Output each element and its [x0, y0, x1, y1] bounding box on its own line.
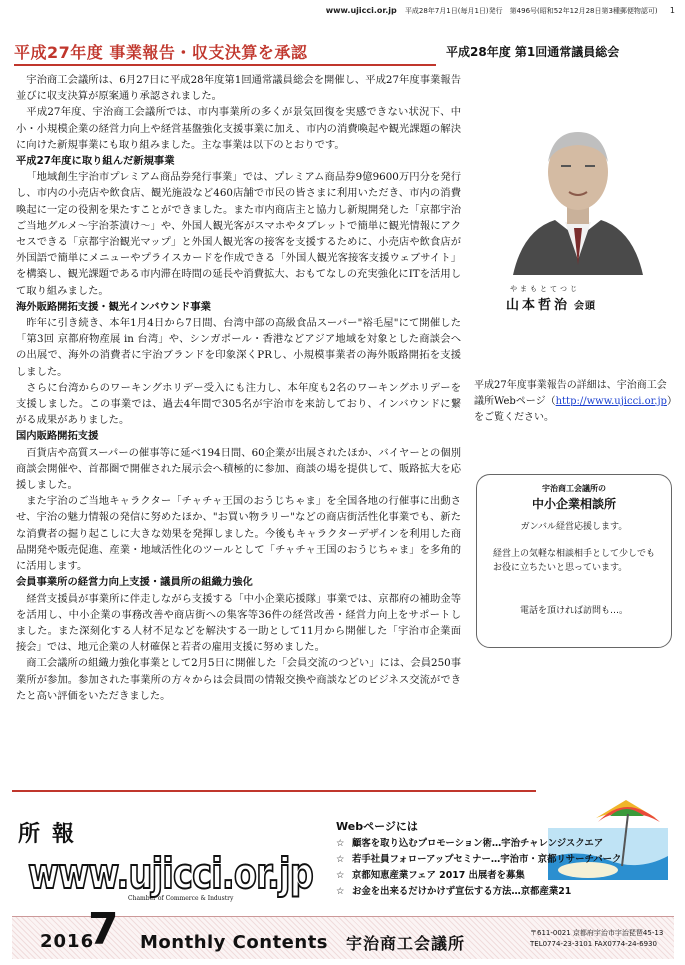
- consultation-body: 経営上の気軽な相談相手として少しでもお役に立ちたいと思っています。: [493, 549, 656, 573]
- consultation-closing: 電話を頂ければ訪問も…。: [519, 606, 628, 616]
- footer-phone: TEL0774-23-3101 FAX0774-24-6930: [530, 940, 657, 948]
- bulletin-logo-text: www.ujicci.or.jp: [28, 849, 313, 898]
- section-heading: 会員事業所の経営力向上支援・議員所の組織力強化: [16, 576, 253, 589]
- president-name-reading: やまもとてつじ: [510, 285, 580, 293]
- section-paragraph: 昨年に引き続き、本年1月4日から7日間、台湾中部の高級食品スーパー"裕毛屋"にて開催した「第3回 京都府物産展 in 台湾」や、シンガポール・香港などアジア地域を対象とした商談会への出展で、海外の消費者に宇治ブランドを印象深くPRし、小規模事業者の海外販路開拓を支援しました。: [16, 317, 461, 378]
- detail-note-before: 平成27年度事業報告の詳細は、宇治商工会議所Webページ（: [474, 380, 667, 407]
- section-heading: 平成27年度に取り組んだ新規事業: [16, 155, 175, 168]
- header-url[interactable]: www.ujicci.or.jp: [325, 6, 397, 15]
- star-icon: ☆: [336, 838, 345, 849]
- section-paragraph: 経営支援員が事業所に伴走しながら支援する「中小企業応援隊」事業では、京都府の補助金等を活用し、中小企業の事務改善や商店街への集客等36件の経営改善・経営力向上をサポートしました。また深刻化する人材不足などを解決する一助として11月から開催した「宇治市企業面接会」では、地元企業の人材確保と若者の雇用支援に努めました。: [16, 592, 461, 654]
- footer-address: 〒611-0021 京都府宇治市宇治琵琶45-13: [530, 929, 664, 937]
- page-header: [14, 6, 675, 20]
- detail-note: [474, 378, 674, 426]
- web-list-item-text: 顧客を取り込むプロモーション術…宇治チャレンジスクエア: [352, 838, 604, 849]
- footer-year: 2016: [40, 931, 95, 952]
- bulletin-label: 所報: [18, 822, 87, 847]
- web-section-title: Webページには: [336, 820, 418, 833]
- article-title: 平成27年度 事業報告・収支決算を承認: [14, 43, 308, 62]
- section-paragraph: 「地域創生宇治市プレミアム商品券発行事業」では、プレミアム商品券9億9600万円分を発行し、市内の小売店や飲食店、観光施設など460店舗で市民の皆さまに利用いただき、市内の消費喚起に一定の役割を果たすことができました。また市内商店主と協力し新規開発した「京都宇治ご当地グルメ〜宇治茶漬け〜」や、外国人観光客がスマホやタブレットで簡単に観光情報にアクセスできる「京都宇治観光マップ」と外国人観光客の接客を支援するために、小売店や飲食店が外国語で簡単にメニューやプライスカードを作成できる「外国人観光客接客支援ウェブサイト」を構築し、観光課題である市内滞在時間の延長や消費拡大、おもてなしの充実強化にITを活用して取り組みました。: [16, 171, 461, 297]
- web-list-item-text: 若手社員フォローアップセミナー…宇治市・京都リサーチパーク: [352, 854, 622, 865]
- president-name: [506, 294, 596, 313]
- web-list-item[interactable]: [336, 884, 674, 900]
- consultation-line1: 宇治商工会議所の: [542, 484, 606, 493]
- portrait-illustration: [503, 110, 653, 275]
- footer-org: 宇治商工会議所: [346, 934, 466, 953]
- section-paragraph: 商工会議所の組織力強化事業として2月5日に開催した「会員交流のつどい」には、会員250事業所が参加。参加された事業所の方々からは会員間の情報交換や商談などのビジネス交流ができたと高い評価をいただきました。: [16, 657, 461, 702]
- web-list-item[interactable]: [336, 852, 674, 868]
- president-photo: [480, 110, 676, 275]
- intro-paragraph: 平成27年度、宇治商工会議所では、市内事業所の多くが景気回復を実感できない状況下、中小・小規模企業の経営力向上や経営基盤強化支援事業に加え、市内の消費喚起や観光課題の解決に向けた新規事業にも取り組みました。主な事業は以下のとおりです。: [16, 106, 461, 151]
- web-list-item-text: 京都知恵産業フェア 2017 出展者を募集: [352, 870, 525, 881]
- web-list-item-text: お金を出来るだけかけず宣伝する方法…京都産業21: [352, 886, 572, 897]
- section-paragraph: 百貨店や高質スーパーの催事等に延べ194日間、60企業が出展されたほか、バイヤーとの個別商談会開催や、首都圏で開催された展示会へ積極的に参加、商談の場を提供して、販路拡大を応援しました。: [16, 446, 461, 492]
- header-info: 平成28年7月1日(毎月1日)発行 第496号(昭和52年12月28日第3種郵便物認可): [404, 7, 658, 15]
- president-name-text: 山本哲治: [506, 298, 571, 313]
- footer-contact: [530, 928, 674, 950]
- intro-paragraph: 宇治商工会議所は、6月27日に平成28年度第1回通常議員総会を開催し、平成27年度事業報告並びに収支決算が原案通り承認されました。: [16, 74, 461, 103]
- detail-note-after: ）をご覧ください。: [474, 396, 672, 423]
- president-role: 会頭: [574, 301, 597, 312]
- chamber-text: Chamber of Commerce & Industry: [128, 895, 234, 902]
- title-underline: [14, 64, 436, 66]
- section-heading: 海外販路開拓支援・観光インバウンド事業: [16, 300, 211, 313]
- website-link[interactable]: http://www.ujicci.or.jp: [555, 396, 667, 407]
- section-paragraph: さらに台湾からのワーキングホリデー受入にも注力し、本年度も2名のワーキングホリデーを支援しました。この事業では、過去4年間で305名が宇治市を来訪しており、インバウンドに繋がる成果がありました。: [16, 381, 461, 427]
- consultation-box: [476, 474, 672, 648]
- page-number: 1: [669, 6, 675, 15]
- section-paragraph: また宇治のご当地キャラクター「チャチャ王国のおうじちゃま」を全国各地の行催事に出動させ、宇治の魅力情報の発信に努めたほか、"お買い物ラリー"などの商店街活性化事業でも、新たな消費者の掘り起こしに大きな効果を発揮しました。今後もキャラクターデザインを利用した商品開発や販売促進、産業・地域活性化のツールとして「チャチャ王国のおうじちゃま」を多角的に活用します。: [16, 495, 461, 573]
- web-list-item[interactable]: [336, 868, 674, 884]
- star-icon: ☆: [336, 854, 345, 865]
- consultation-tagline: ガンバル経営応援します。: [520, 522, 628, 532]
- star-icon: ☆: [336, 870, 345, 881]
- web-section-list: [336, 836, 674, 900]
- article-subtitle: 平成28年度 第1回通常議員総会: [446, 45, 620, 59]
- article-body: [16, 72, 461, 704]
- section-divider: [12, 790, 536, 792]
- footer-label: Monthly Contents: [140, 932, 329, 953]
- consultation-title: 中小企業相談所: [531, 497, 616, 511]
- footer-month: 7: [88, 904, 119, 955]
- star-icon: ☆: [336, 886, 345, 897]
- web-list-item[interactable]: [336, 836, 674, 852]
- section-heading: 国内販路開拓支援: [16, 430, 99, 443]
